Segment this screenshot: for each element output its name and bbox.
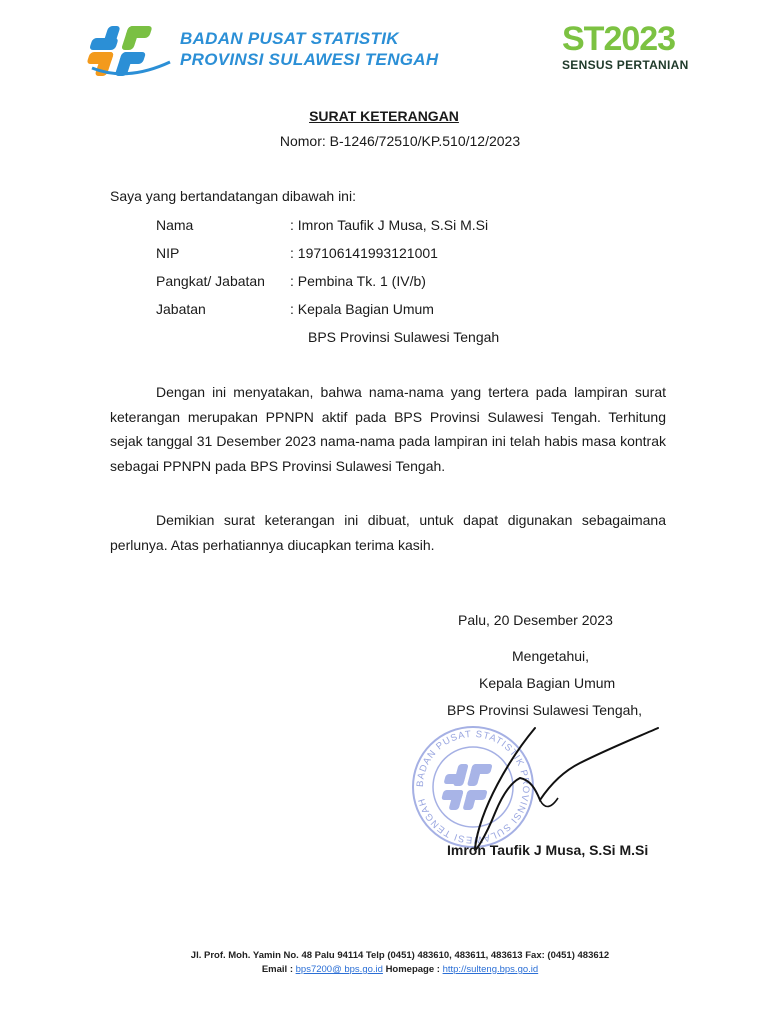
signature-block bbox=[420, 0, 670, 1024]
footer-address-text: Jl. Prof. Moh. Yamin No. 48 Palu 94114 Telp (0451) 483610, 483611, 483613 Fax: (0451) 483612 bbox=[190, 950, 610, 961]
footer-email-label: Email : bbox=[261, 964, 293, 975]
st2023-logo-subtitle: SENSUS PERTANIAN bbox=[562, 58, 689, 72]
identity-value: : 197106141993121001 bbox=[290, 245, 438, 261]
body-paragraph-1: Dengan ini menyatakan, bahwa nama-nama yang tertera pada lampiran surat keterangan merupakan PPNPN aktif pada BPS Provinsi Sulawesi Tengah. Terhitung sejak tanggal 31 Desember 2023 nama-nama pada lampiran ini telah habis masa kontrak sebagai PPNPN pada BPS Provinsi Sulawesi Tengah. bbox=[110, 384, 666, 474]
acknowledged-text: Mengetahui, bbox=[512, 648, 590, 664]
footer-email-link[interactable]: bps7200@ bps.go.id bbox=[295, 964, 383, 975]
identity-value: : Imron Taufik J Musa, S.Si M.Si bbox=[290, 217, 489, 233]
letter-title: SURAT KETERANGAN bbox=[309, 108, 459, 124]
handwritten-signature-icon bbox=[440, 718, 670, 858]
footer-homepage-label: Homepage : bbox=[385, 964, 440, 975]
intro-text: Saya yang bertandatangan dibawah ini: bbox=[110, 188, 356, 204]
body-paragraph-2: Demikian surat keterangan ini dibuat, untuk dapat digunakan sebagaimana perlunya. Atas perhatiannya diucapkan terima kasih. bbox=[110, 512, 666, 553]
identity-label: Pangkat/ Jabatan bbox=[156, 273, 265, 289]
signer-position: Kepala Bagian Umum bbox=[479, 675, 616, 691]
organization-name-line2: PROVINSI SULAWESI TENGAH bbox=[180, 50, 439, 69]
organization-name-line1: BADAN PUSAT STATISTIK bbox=[180, 29, 399, 48]
st2023-logo-text: ST2023 bbox=[562, 20, 676, 58]
footer-contact bbox=[0, 964, 768, 975]
letter-number: Nomor: B-1246/72510/KP.510/12/2023 bbox=[279, 133, 521, 149]
identity-label: NIP bbox=[156, 245, 180, 261]
signer-name: Imron Taufik J Musa, S.Si M.Si bbox=[447, 842, 649, 858]
identity-value: : Pembina Tk. 1 (IV/b) bbox=[290, 273, 426, 289]
stamp-text: BADAN PUSAT STATISTIK PROVINSI SULAWESI TENGAH bbox=[414, 728, 532, 846]
footer-address bbox=[0, 950, 768, 961]
identity-value-continuation: BPS Provinsi Sulawesi Tengah bbox=[308, 329, 500, 345]
bps-logo-icon bbox=[82, 22, 172, 80]
identity-value: : Kepala Bagian Umum bbox=[290, 301, 434, 317]
identity-label: Nama bbox=[156, 217, 194, 233]
organization-name bbox=[180, 28, 438, 70]
identity-label: Jabatan bbox=[156, 301, 206, 317]
place-date: Palu, 20 Desember 2023 bbox=[458, 612, 613, 628]
footer-homepage-link[interactable]: http://sulteng.bps.go.id bbox=[442, 964, 539, 975]
signer-office: BPS Provinsi Sulawesi Tengah, bbox=[447, 702, 643, 718]
